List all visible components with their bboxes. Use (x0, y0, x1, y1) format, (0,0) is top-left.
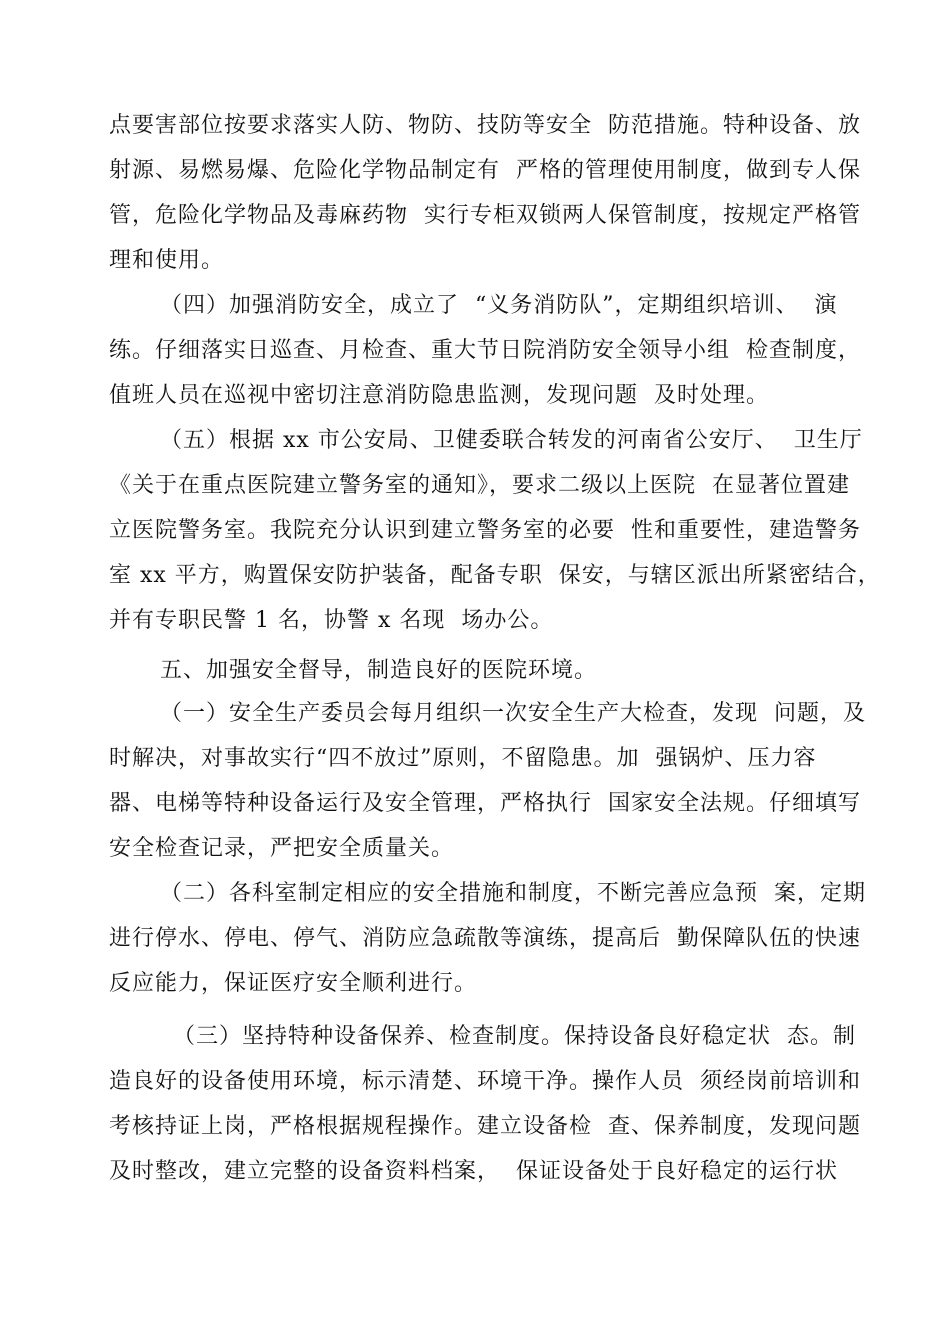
text-line: （一）安全生产委员会每月组织一次安全生产大检查，发现 问题，及 (160, 701, 866, 726)
text-line: 考核持证上岗，严格根据规程操作。建立设备检 查、保养制度，发现问题 (109, 1114, 861, 1139)
text-line: 进行停水、停电、停气、消防应急疏散等演练，提高后 勤保障队伍的快速 (109, 926, 861, 951)
text-line: 值班人员在巡视中密切注意消防隐患监测，发现问题 及时处理。 (109, 383, 769, 408)
text-line: （二）各科室制定相应的安全措施和制度，不断完善应急预 案，定期 (160, 881, 866, 906)
text-line: 安全检查记录，严把安全质量关。 (109, 836, 455, 861)
text-line: 器、电梯等特种设备运行及安全管理，严格执行 国家安全法规。仔细填写 (109, 791, 861, 816)
text-line: 反应能力，保证医疗安全顺利进行。 (109, 971, 478, 996)
text-line: 及时整改，建立完整的设备资料档案， 保证设备处于良好稳定的运行状 (109, 1159, 838, 1184)
text-line: （五）根据 xx 市公安局、卫健委联合转发的河南省公安厅、 卫生厅 (160, 428, 863, 453)
text-line: （三）坚持特种设备保养、检查制度。保持设备良好稳定状 态。制 (173, 1024, 856, 1049)
text-line: 立医院警务室。我院充分认识到建立警务室的必要 性和重要性，建造警务 (109, 518, 861, 543)
text-line: 理和使用。 (109, 248, 225, 273)
text-line: 时解决，对事故实行“四不放过”原则，不留隐患。加 强锅炉、压力容 (109, 746, 817, 771)
text-line: 点要害部位按要求落实人防、物防、技防等安全 防范措施。特种设备、放 (109, 113, 861, 138)
text-line: 造良好的设备使用环境，标示清楚、环境干净。操作人员 须经岗前培训和 (109, 1069, 861, 1094)
text-line: 管，危险化学物品及毒麻药物 实行专柜双锁两人保管制度，按规定严格管 (109, 203, 861, 228)
section-heading: 五、加强安全督导，制造良好的医院环境。 (160, 658, 598, 683)
text-line: （四）加强消防安全，成立了 “义务消防队”，定期组织培训、 演 (160, 293, 838, 318)
text-line: 练。仔细落实日巡查、月检查、重大节日院消防安全领导小组 检查制度， (109, 338, 861, 363)
text-line: 《关于在重点医院建立警务室的通知》，要求二级以上医院 在显著位置建 (109, 473, 850, 498)
text-line: 并有专职民警 1 名，协警 x 名现 场办公。 (109, 608, 554, 633)
text-line: 射源、易燃易爆、危险化学物品制定有 严格的管理使用制度，做到专人保 (109, 158, 861, 183)
text-line: 室 xx 平方，购置保安防护装备，配备专职 保安，与辖区派出所紧密结合， (109, 563, 881, 588)
